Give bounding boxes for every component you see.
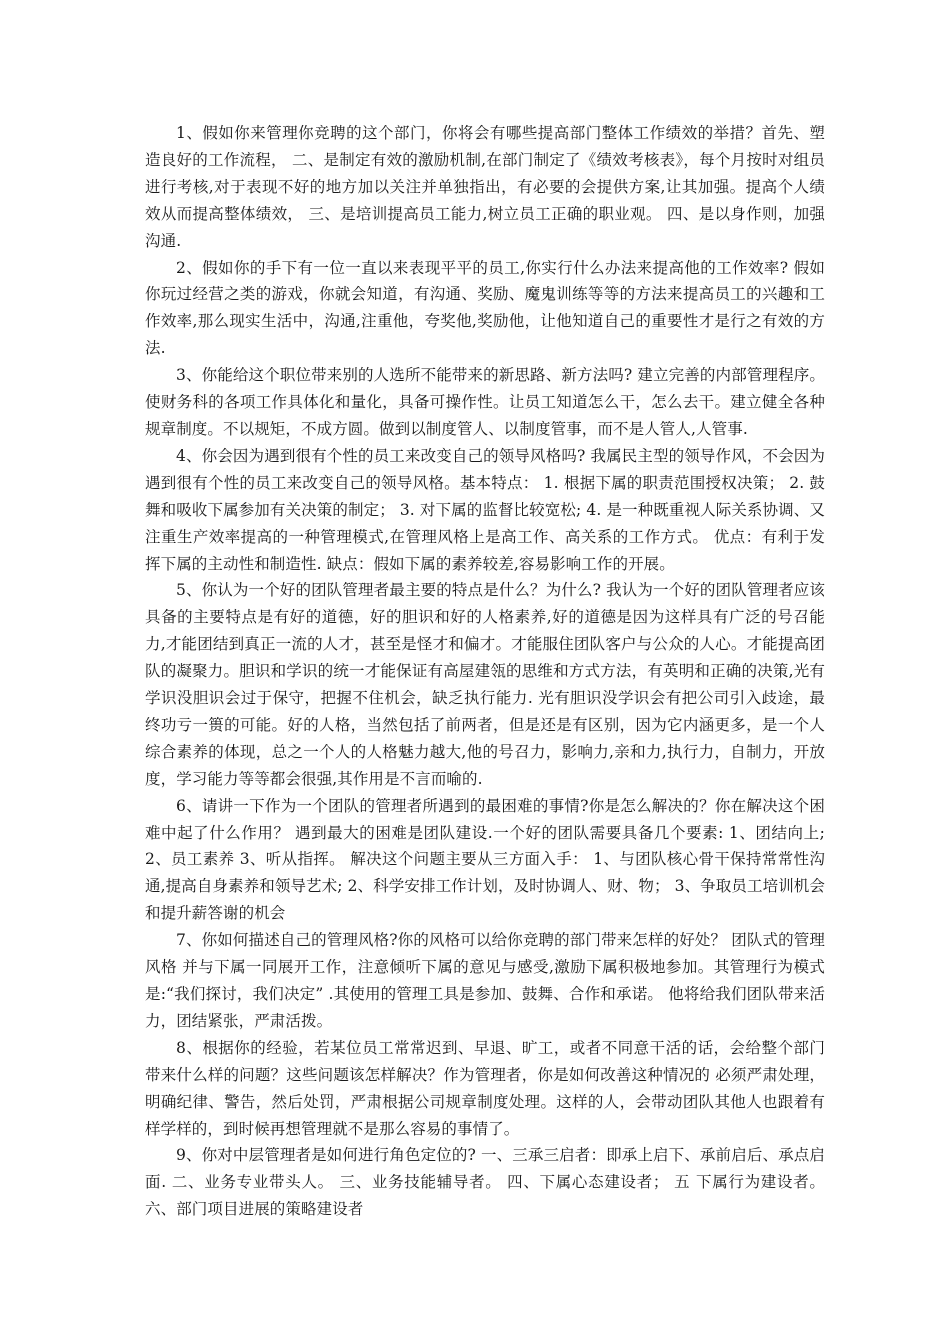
- paragraph-q7: 7、你如何描述自己的管理风格?你的风格可以给你竞聘的部门带来怎样的好处？ 团队式的管理风格 并与下属一同展开工作，注意倾听下属的意见与感受,激励下属积极地参加。其管理行为模式是:“我们探讨，我们决定” .其使用的管理工具是参加、鼓舞、合作和承诺。 他将给我们团队带来活力，团结紧张，严肃活拨。: [145, 931, 825, 1030]
- paragraph-q6: 6、请讲一下作为一个团队的管理者所遇到的最困难的事情?你是怎么解决的？你在解决这个困难中起了什么作用？ 遇到最大的困难是团队建设.一个好的团队需要具备几个要素: 1、团结向上; 2、员工素养 3、听从指挥。 解决这个问题主要从三方面入手： 1、与团队核心骨干保持常常性沟通,提高自身素养和领导艺术; 2、科学安排工作计划，及时协调人、财、物； 3、争取员工培训机会和提升薪答谢的机会: [145, 796, 825, 923]
- paragraph-q8: 8、根据你的经验，若某位员工常常迟到、早退、旷工，或者不同意干活的话，会给整个部门带来什么样的问题？这些问题该怎样解决？作为管理者，你是如何改善这种情况的 必须严肃处理，明确纪律、警告，然后处罚，严肃根据公司规章制度处理。这样的人，会带动团队其他人也跟着有样学样的，到时候再想管理就不是那么容易的事情了。: [145, 1038, 825, 1138]
- paragraph-q1: 1、假如你来管理你竞聘的这个部门，你将会有哪些提高部门整体工作绩效的举措？首先、塑造良好的工作流程， 二、是制定有效的激励机制,在部门制定了《绩效考核表》，每个月按时对组员进行考核,对于表现不好的地方加以关注并单独指出，有必要的会提供方案,让其加强。提高个人绩效从而提高整体绩效， 三、是培训提高员工能力,树立员工正确的职业观。 四、是以身作则，加强沟通.: [145, 124, 825, 250]
- paragraph-q5: 5、你认为一个好的团队管理者最主要的特点是什么？为什么? 我认为一个好的团队管理者应该具备的主要特点是有好的道德，好的胆识和好的人格素养,好的道德是因为这样具有广泛的号召能力,才能团结到真正一流的人才，甚至是怪才和偏才。才能服住团队客户与公众的人心。才能提高团队的凝聚力。胆识和学识的统一才能保证有高屋建瓴的思维和方式方法，有英明和正确的决策,光有学识没胆识会过于保守，把握不住机会，缺乏执行能力. 光有胆识没学识会有把公司引入歧途，最终功亏一篑的可能。好的人格，当然包括了前两者，但是还是有区别，因为它内涵更多，是一个人综合素养的体现，总之一个人的人格魅力越大,他的号召力，影响力,亲和力,执行力，自制力，开放度，学习能力等等都会很强,其作用是不言而喻的.: [145, 581, 825, 788]
- paragraph-q4: 4、你会因为遇到很有个性的员工来改变自己的领导风格吗? 我属民主型的领导作风，不会因为遇到很有个性的员工来改变自己的领导风格。基本特点： 1. 根据下属的职责范围授权决策； 2. 鼓舞和吸收下属参加有关决策的制定； 3. 对下属的监督比较宽松; 4. 是一种既重视人际关系协调、又注重生产效率提高的一种管理模式,在管理风格上是高工作、高关系的工作方式。 优点：有利于发挥下属的主动性和制造性. 缺点：假如下属的素养较差,容易影响工作的开展。: [145, 446, 825, 573]
- paragraph-q2: 2、假如你的手下有一位一直以来表现平平的员工,你实行什么办法来提高他的工作效率? 假如你玩过经营之类的游戏，你就会知道，有沟通、奖励、魔鬼训练等等的方法来提高员工的兴趣和工作效率,那么现实生活中，沟通,注重他，夸奖他,奖励他，让他知道自己的重要性才是行之有效的方法.: [145, 258, 825, 358]
- document-body: [145, 120, 825, 1223]
- paragraph-q9: 9、你对中层管理者是如何进行角色定位的? 一、三承三启者：即承上启下、承前启后、承点启面. 二、业务专业带头人。 三、业务技能辅导者。 四、下属心态建设者； 五 下属行为建设者。 六、部门项目进展的策略建设者: [145, 1146, 825, 1219]
- paragraph-q3: 3、你能给这个职位带来别的人选所不能带来的新思路、新方法吗? 建立完善的内部管理程序。使财务科的各项工作具体化和量化，具备可操作性。让员工知道怎么干，怎么去干。建立健全各种规章制度。不以规矩，不成方圆。做到以制度管人、以制度管事，而不是人管人,人管事.: [145, 366, 825, 438]
